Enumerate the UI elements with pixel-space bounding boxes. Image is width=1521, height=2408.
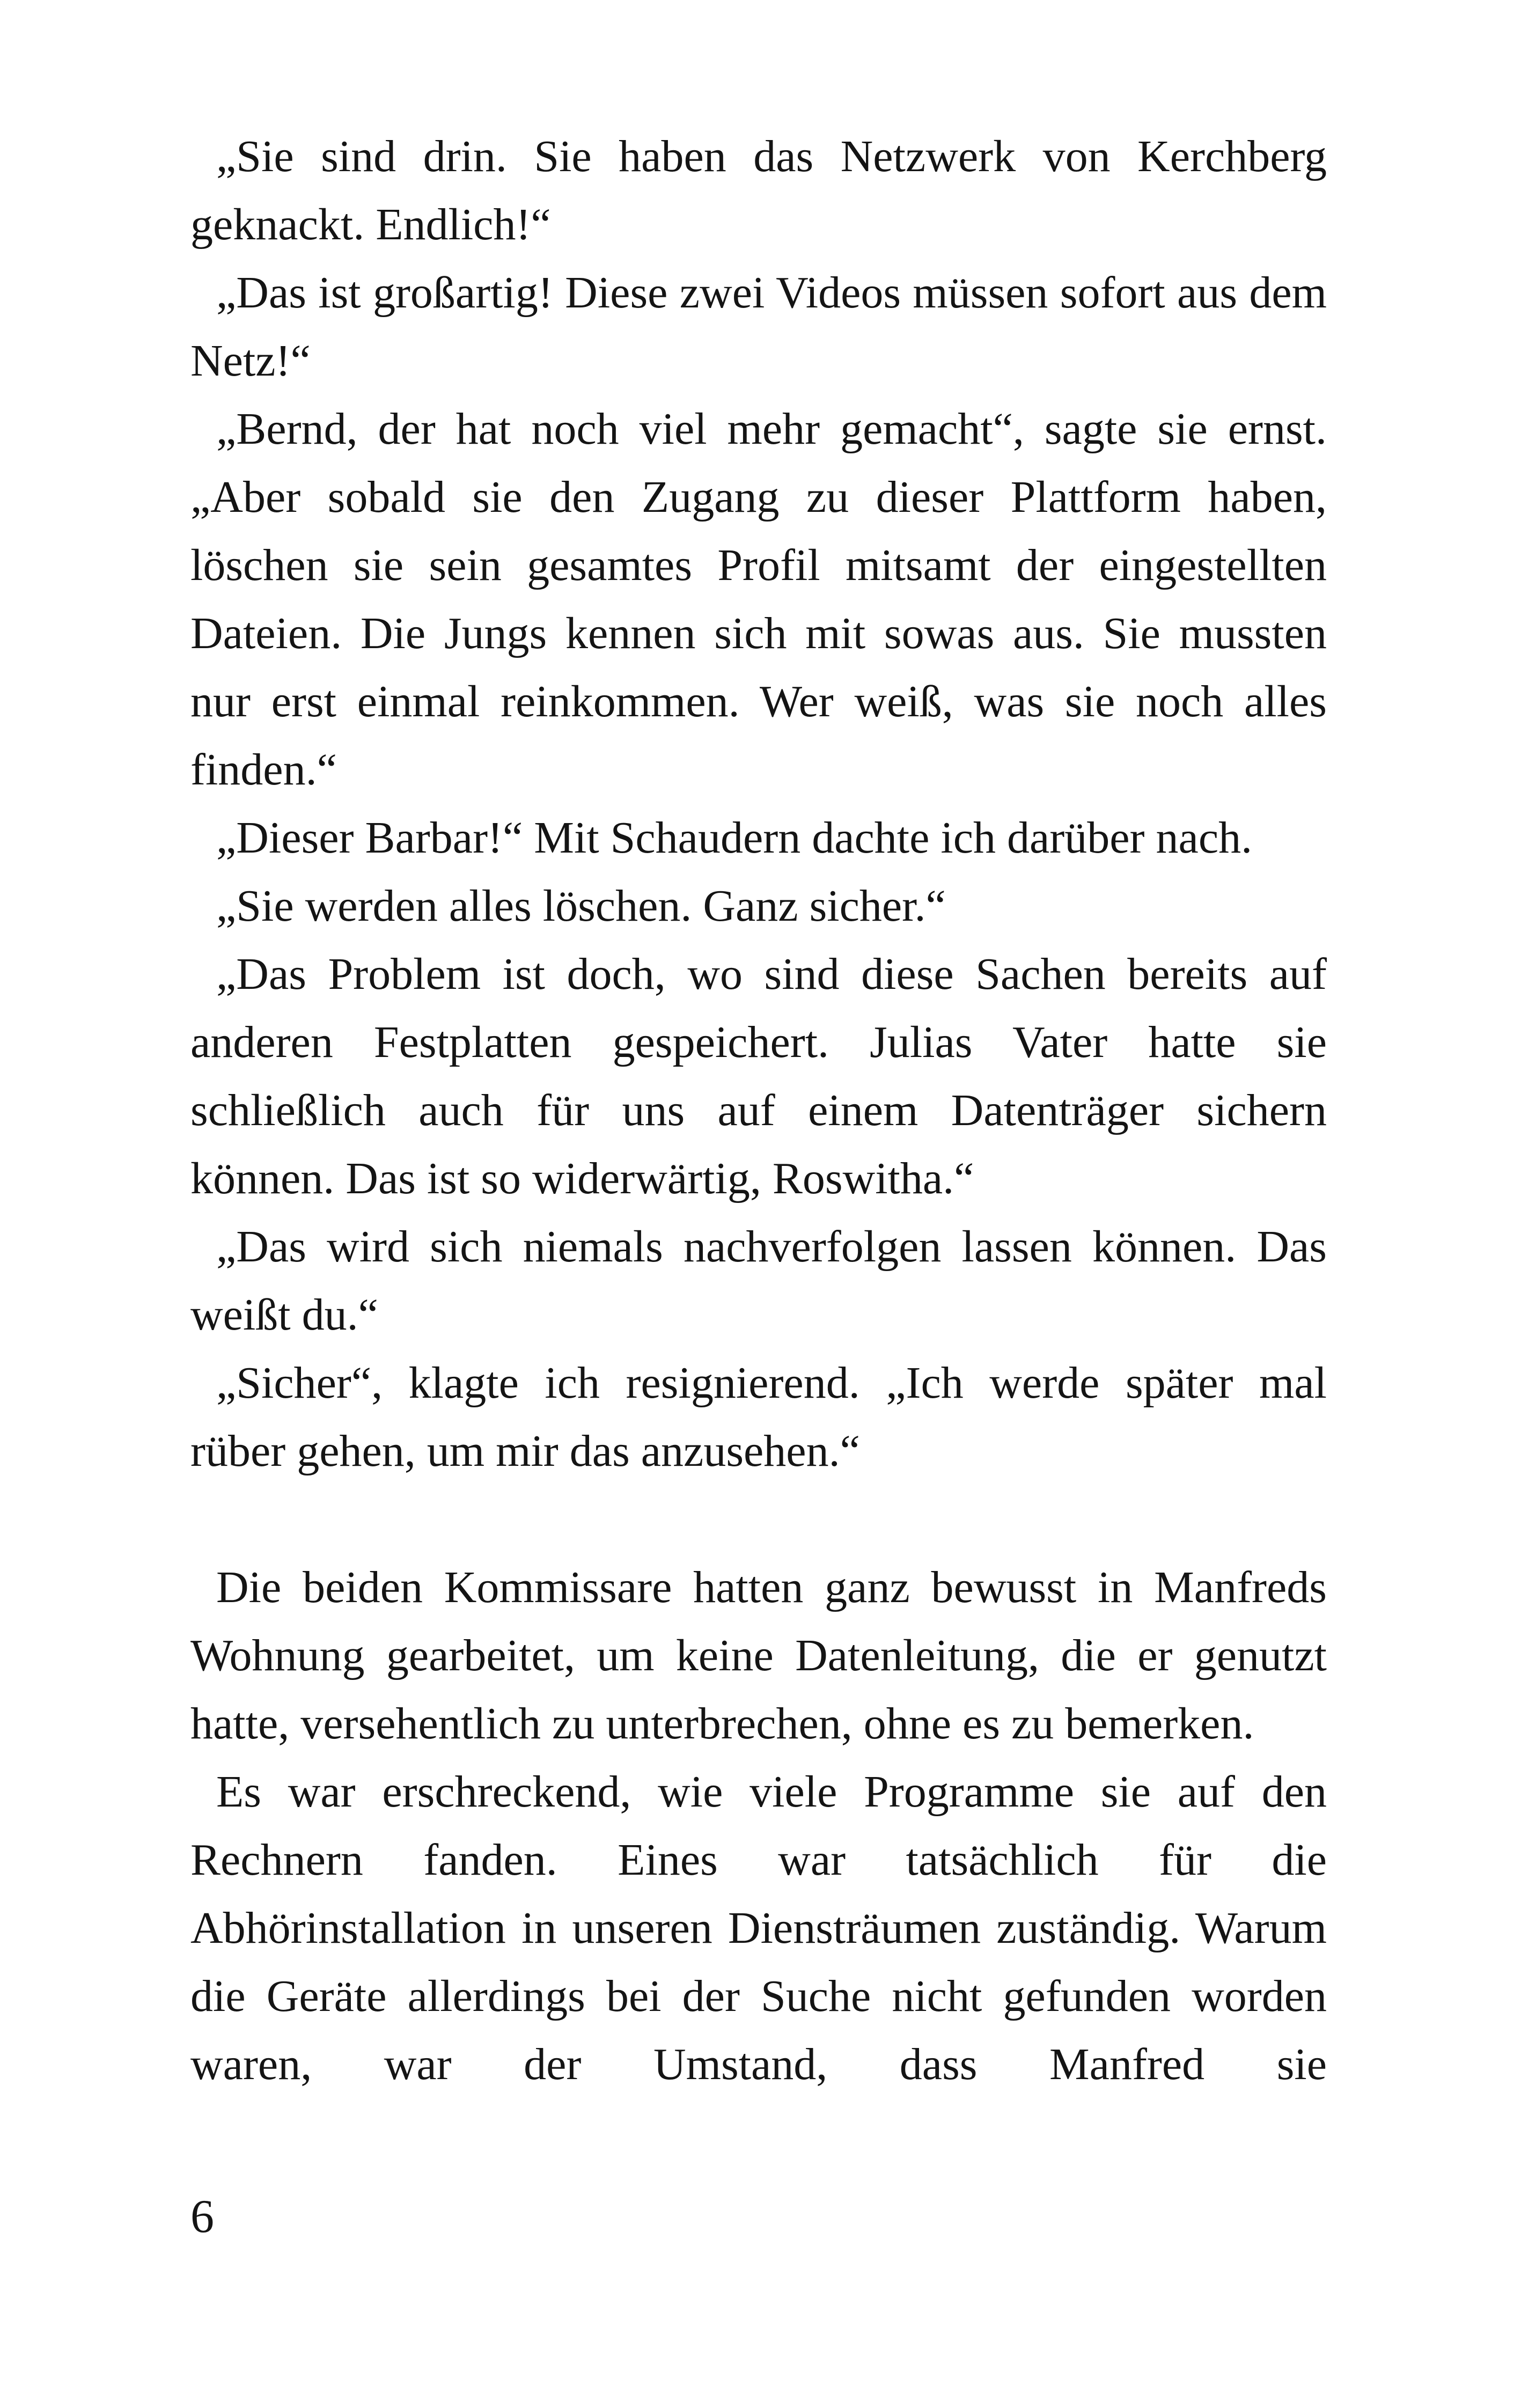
paragraph: „Dieser Barbar!“ Mit Schaudern dachte ich darüber nach.: [216, 813, 1253, 863]
paragraph: „Sie werden alles löschen. Ganz sicher.“: [216, 881, 946, 931]
paragraph: „Das wird sich niemals nachverfolgen lassen können. Das weißt du.“: [190, 1222, 1327, 1340]
paragraph: Die beiden Kommissare hatten ganz bewusst in Manfreds Wohnung gearbeitet, um keine Datenleitung, die er genutzt hatte, versehentlich zu unterbrechen, ohne es zu bemerken.: [190, 1562, 1327, 1749]
section-break: [190, 1485, 1327, 1553]
paragraph: „Sie sind drin. Sie haben das Netzwerk von Kerchberg geknackt. Endlich!“: [190, 131, 1327, 249]
body-text: [190, 122, 1327, 2098]
paragraph: Es war erschreckend, wie viele Programme sie auf den Rechnern fanden. Eines war tatsächlich für die Abhörinstallation in unseren Diensträumen zuständig. Warum die Geräte allerdings bei der Suche nicht gefunden worden waren, war der Umstand, dass Manfred sie: [190, 1767, 1327, 2089]
paragraph: „Das Problem ist doch, wo sind diese Sachen bereits auf anderen Festplatten gespeichert. Julias Vater hatte sie schließlich auch für uns auf einem Datenträger sichern können. Das ist so widerwärtig, Roswitha.“: [190, 949, 1327, 1203]
page-number: 6: [190, 2191, 214, 2243]
paragraph: „Sicher“, klagte ich resignierend. „Ich werde später mal rüber gehen, um mir das anzusehen.“: [190, 1358, 1327, 1476]
paragraph: „Das ist großartig! Diese zwei Videos müssen sofort aus dem Netz!“: [190, 268, 1327, 386]
paragraph: „Bernd, der hat noch viel mehr gemacht“, sagte sie ernst. „Aber sobald sie den Zugang zu dieser Plattform haben, löschen sie sein gesamtes Profil mitsamt der eingestellten Dateien. Die Jungs kennen sich mit sowas aus. Sie mussten nur erst einmal reinkommen. Wer weiß, was sie noch alles finden.“: [190, 404, 1327, 795]
